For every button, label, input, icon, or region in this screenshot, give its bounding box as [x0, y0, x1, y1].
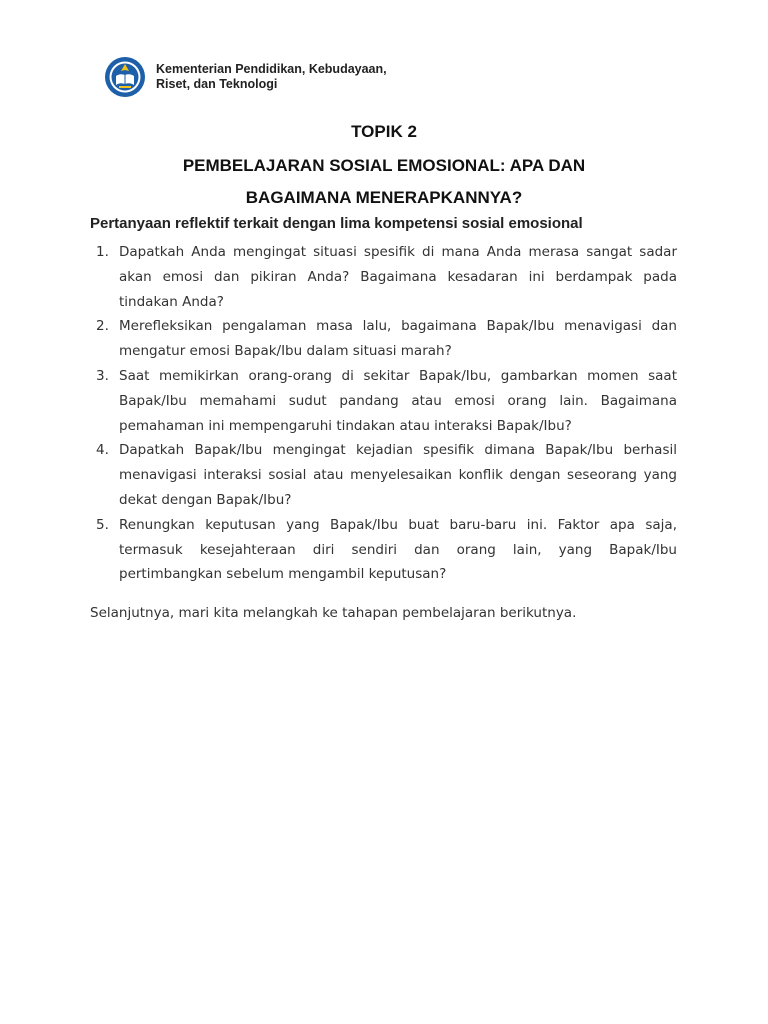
list-item-text: Saat memikirkan orang-orang di sekitar Bapak/Ibu, gambarkan momen saat Bapak/Ibu memahami sudut pandang atau emosi orang lain. Bagaimana pemahaman ini mempengaruhi tindakan atau interaksi Bapak/Ibu?	[119, 367, 677, 434]
ministry-name-line1: Kementerian Pendidikan, Kebudayaan,	[156, 61, 387, 76]
list-item-text: Merefleksikan pengalaman masa lalu, bagaimana Bapak/Ibu menavigasi dan mengatur emosi Bapak/Ibu dalam situasi marah?	[119, 318, 677, 360]
page-title: PEMBELAJARAN SOSIAL EMOSIONAL: APA DAN BAGAIMANA MENERAPKANNYA?	[182, 156, 586, 207]
list-item-text: Dapatkah Bapak/Ibu mengingat kejadian spesifik dimana Bapak/Ibu berhasil menavigasi interaksi sosial atau menyelesaikan konflik dengan seseorang yang dekat dengan Bapak/Ibu?	[119, 442, 677, 508]
ministry-name-line2: Riset, dan Teknologi	[156, 77, 278, 91]
list-item	[90, 364, 677, 438]
closing-paragraph: Selanjutnya, mari kita melangkah ke tahapan pembelajaran berikutnya.	[90, 605, 577, 621]
ministry-name	[156, 62, 387, 93]
list-item-number: 2.	[96, 318, 109, 335]
list-item-number: 1.	[96, 244, 109, 260]
list-item-number: 4.	[96, 442, 109, 459]
document-header	[104, 54, 387, 100]
list-item-text: Dapatkah Anda mengingat situasi spesifik di mana Anda merasa sangat sadar akan emosi dan pikiran Anda? Bagaimana kesadaran ini berdampak pada tindakan Anda?	[119, 244, 677, 310]
list-item	[90, 314, 677, 364]
reflective-questions-list	[90, 240, 677, 587]
list-item-number: 5.	[96, 516, 109, 533]
list-item	[90, 240, 677, 314]
list-item	[90, 513, 677, 587]
title-block	[0, 118, 768, 214]
tut-wuri-handayani-logo	[104, 56, 146, 98]
list-item-number: 3.	[96, 367, 109, 384]
topic-label: TOPIK 2	[351, 122, 417, 141]
section-subheading: Pertanyaan reflektif terkait dengan lima kompetensi sosial emosional	[90, 215, 583, 232]
list-item	[90, 438, 677, 512]
list-item-text: Renungkan keputusan yang Bapak/Ibu buat baru-baru ini. Faktor apa saja, termasuk kesejahteraan diri sendiri dan orang lain, yang Bapak/Ibu pertimbangkan sebelum mengambil keputusan?	[119, 516, 677, 583]
